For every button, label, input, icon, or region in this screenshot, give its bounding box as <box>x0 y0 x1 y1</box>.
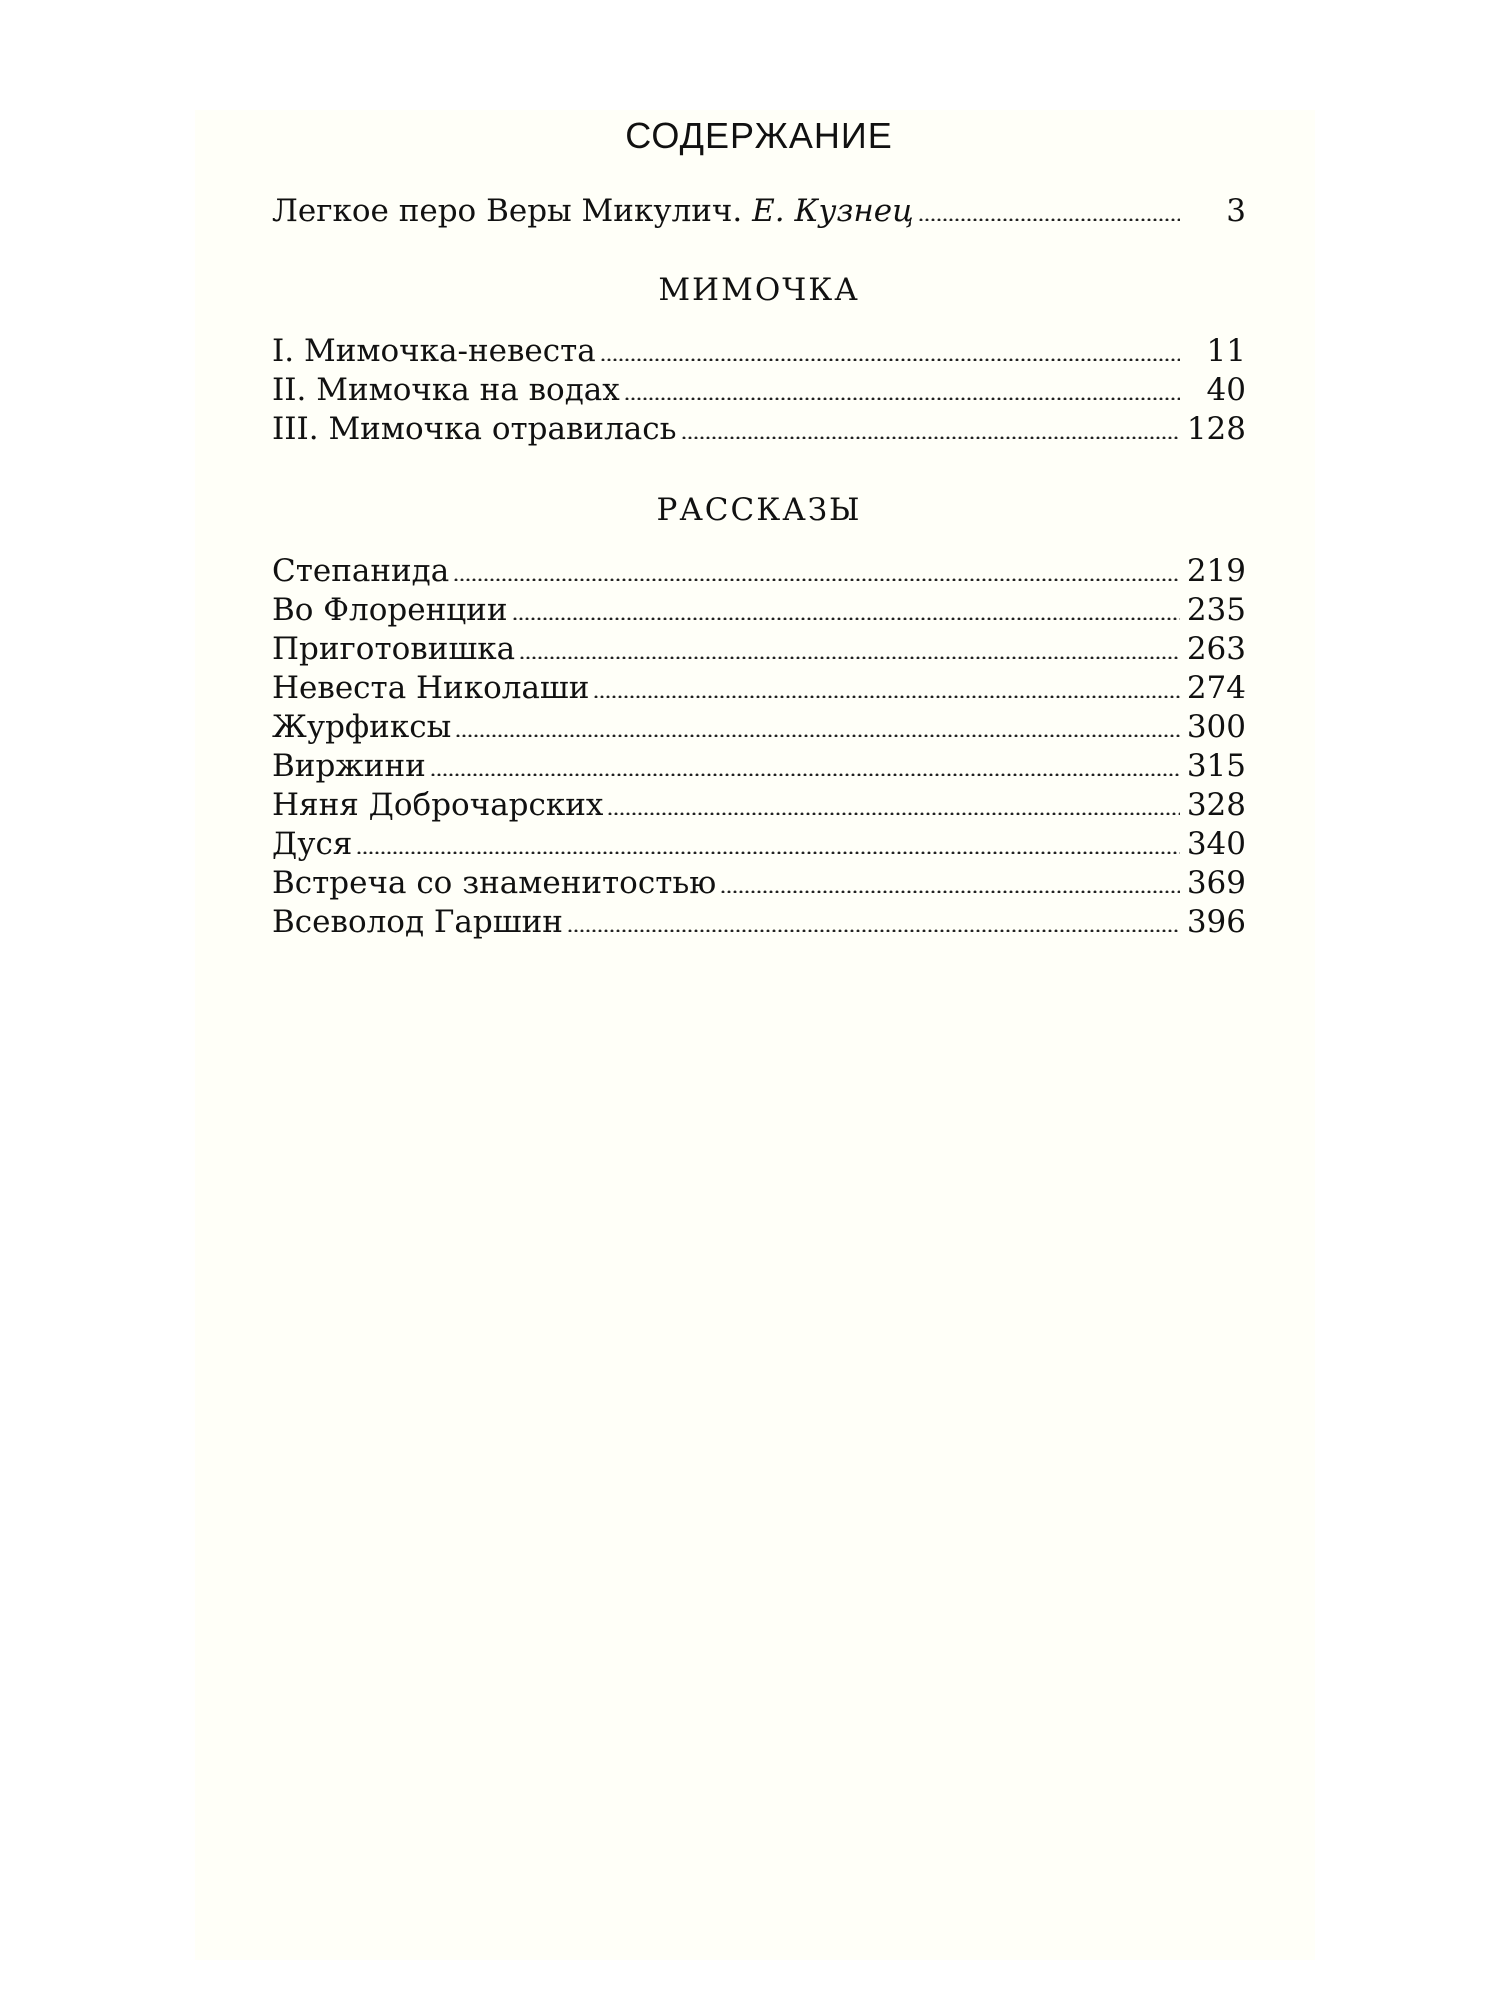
dot-leader <box>455 706 1180 737</box>
toc-entry-intro[interactable] <box>272 190 1246 229</box>
section-mimochka-list <box>272 330 1246 447</box>
toc-entry-title: II. Мимочка на водах <box>272 372 620 408</box>
toc-entry-title: Виржини <box>272 748 426 784</box>
toc-entry[interactable] <box>272 706 1246 745</box>
toc-entry-page: 219 <box>1186 553 1246 589</box>
dot-leader <box>918 190 1180 221</box>
toc-entry-title: Няня Доброчарских <box>272 787 604 823</box>
dot-leader <box>430 745 1180 776</box>
intro-author: Е. Кузнец <box>752 193 914 229</box>
intro-text: Легкое перо Веры Микулич. <box>272 193 743 229</box>
toc-entry[interactable] <box>272 784 1246 823</box>
toc-entry-title: Встреча со знаменитостью <box>272 865 717 901</box>
toc-entry-page: 40 <box>1206 372 1246 408</box>
toc-entry[interactable] <box>272 901 1246 940</box>
dot-leader <box>607 784 1180 815</box>
toc-entry-title: Журфиксы <box>272 709 452 745</box>
dot-leader <box>453 550 1180 581</box>
toc-entry-title <box>272 192 914 231</box>
toc-entry[interactable] <box>272 745 1246 784</box>
toc-entry[interactable] <box>272 862 1246 901</box>
toc-entry[interactable] <box>272 667 1246 706</box>
toc-entry-title: III. Мимочка отравилась <box>272 411 677 447</box>
toc-entry-page: 274 <box>1186 670 1246 706</box>
section-heading-mimochka: МИМОЧКА <box>658 272 860 308</box>
page-title: СОДЕРЖАНИЕ <box>625 115 893 156</box>
toc-entry[interactable] <box>272 408 1246 447</box>
toc-entry-title: Дуся <box>272 826 353 862</box>
toc-entry-page: 128 <box>1186 411 1246 447</box>
toc-entry-page: 369 <box>1186 865 1246 901</box>
dot-leader <box>624 369 1180 400</box>
toc-entry-title: Степанида <box>272 553 450 589</box>
toc-entry-title: Невеста Николаши <box>272 670 590 706</box>
toc-entry-page: 11 <box>1206 333 1246 369</box>
dot-leader <box>567 901 1180 932</box>
toc-entry-page: 396 <box>1186 904 1246 940</box>
book-page <box>195 110 1315 1960</box>
toc-entry[interactable] <box>272 823 1246 862</box>
intro-list <box>272 190 1246 229</box>
toc-entry-page: 328 <box>1186 787 1246 823</box>
toc-entry-page: 263 <box>1186 631 1246 667</box>
toc-entry-title: Всеволод Гаршин <box>272 904 563 940</box>
toc-entry-title: Приготовишка <box>272 631 516 667</box>
dot-leader <box>512 589 1181 620</box>
toc-entry-page: 3 <box>1226 193 1246 229</box>
dot-leader <box>593 667 1180 698</box>
toc-entry[interactable] <box>272 330 1246 369</box>
toc-entry-page: 300 <box>1186 709 1246 745</box>
toc-entry-page: 235 <box>1186 592 1246 628</box>
section-rasskazy-list <box>272 550 1246 940</box>
dot-leader <box>720 862 1180 893</box>
toc-entry[interactable] <box>272 550 1246 589</box>
toc-entry-page: 340 <box>1186 826 1246 862</box>
dot-leader <box>519 628 1180 659</box>
dot-leader <box>600 330 1180 361</box>
dot-leader <box>681 408 1181 439</box>
toc-entry-title: I. Мимочка-невеста <box>272 333 596 369</box>
toc-entry[interactable] <box>272 589 1246 628</box>
toc-entry-title: Во Флоренции <box>272 592 508 628</box>
toc-entry-page: 315 <box>1186 748 1246 784</box>
toc-entry[interactable] <box>272 369 1246 408</box>
dot-leader <box>356 823 1180 854</box>
section-heading-rasskazy: РАССКАЗЫ <box>656 492 862 528</box>
toc-entry[interactable] <box>272 628 1246 667</box>
